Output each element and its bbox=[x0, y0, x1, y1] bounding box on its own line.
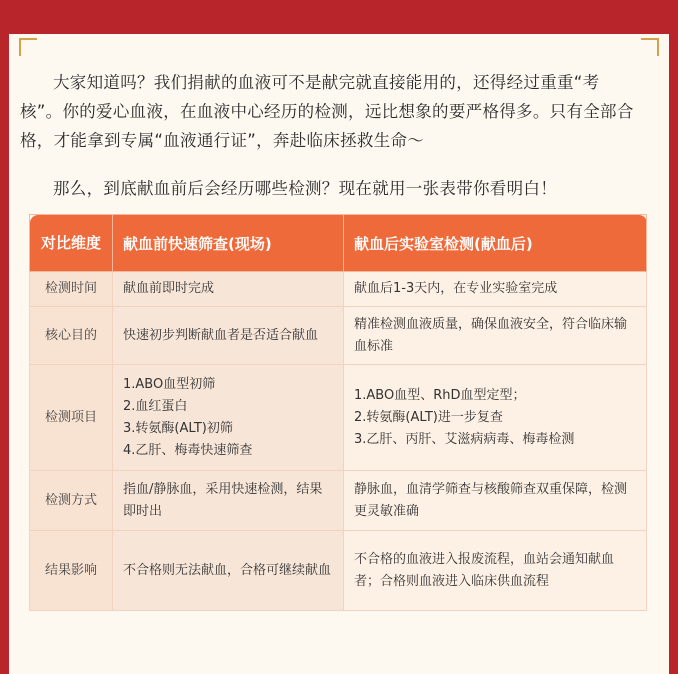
pre-text: 指血/静脉血，采用快速检测，结果即时出 bbox=[123, 481, 323, 519]
row-label: 核心目的 bbox=[30, 307, 113, 365]
row-label: 结果影响 bbox=[30, 531, 113, 611]
intro-paragraph: 大家知道吗？我们捐献的血液可不是献完就直接能用的，还得经过重重“考核”。你的爱心血液，在血液中心经历的检测，远比想象的要严格得多。只有全部合格，才能拿到专属“血液通行证”，奔赴临床拯救生命～ bbox=[20, 73, 634, 150]
table-row bbox=[30, 531, 647, 611]
post-cell bbox=[344, 531, 647, 611]
pre-item: 2.血红蛋白 bbox=[123, 398, 188, 414]
post-text: 献血后1-3天内，在专业实验室完成 bbox=[354, 281, 558, 296]
pre-item: 4.乙肝、梅毒快速筛查 bbox=[123, 442, 253, 458]
post-text: 不合格的血液进入报废流程，血站会通知献血者；合格则血液进入临床供血流程 bbox=[354, 551, 615, 589]
table-row bbox=[30, 307, 647, 365]
table-row bbox=[30, 272, 647, 307]
pre-text: 献血前即时完成 bbox=[123, 281, 215, 296]
header-pre-donation: 献血前快速筛查(现场) bbox=[113, 215, 344, 272]
pre-item: 1.ABO血型初筛 bbox=[123, 376, 216, 392]
pre-cell bbox=[113, 365, 344, 471]
row-label: 检测项目 bbox=[30, 365, 113, 471]
row-label: 检测时间 bbox=[30, 272, 113, 307]
corner-ornament bbox=[19, 38, 37, 56]
table-row bbox=[30, 471, 647, 531]
pre-item: 3.转氨酶(ALT)初筛 bbox=[123, 420, 233, 436]
pre-text: 快速初步判断献血者是否适合献血 bbox=[123, 327, 319, 343]
post-item: 2.转氨酶(ALT)进一步复查 bbox=[354, 409, 503, 425]
post-text: 精准检测血液质量，确保血液安全，符合临床输血标准 bbox=[354, 316, 628, 354]
post-cell bbox=[344, 272, 647, 307]
post-item: 1.ABO血型、RhD血型定型； bbox=[354, 387, 526, 403]
pre-cell bbox=[113, 531, 344, 611]
pre-text: 不合格则无法献血，合格可继续献血 bbox=[123, 562, 332, 578]
table-row bbox=[30, 365, 647, 471]
corner-ornament bbox=[641, 38, 659, 56]
content-panel bbox=[9, 34, 669, 674]
post-item: 3.乙肝、丙肝、艾滋病病毒、梅毒检测 bbox=[354, 431, 575, 447]
header-post-donation: 献血后实验室检测(献血后) bbox=[344, 215, 647, 272]
row-label: 检测方式 bbox=[30, 471, 113, 531]
post-text: 静脉血，血清学筛查与核酸筛查双重保障，检测更灵敏准确 bbox=[354, 481, 628, 519]
pre-cell bbox=[113, 307, 344, 365]
post-cell bbox=[344, 471, 647, 531]
pre-cell bbox=[113, 471, 344, 531]
post-cell bbox=[344, 365, 647, 471]
table-header-row bbox=[30, 215, 647, 272]
comparison-table bbox=[29, 214, 647, 611]
intro-paragraph-2: 那么，到底献血前后会经历哪些检测？现在就用一张表带你看明白！ bbox=[53, 179, 557, 198]
header-dimension: 对比维度 bbox=[30, 215, 113, 272]
pre-cell bbox=[113, 272, 344, 307]
post-cell bbox=[344, 307, 647, 365]
